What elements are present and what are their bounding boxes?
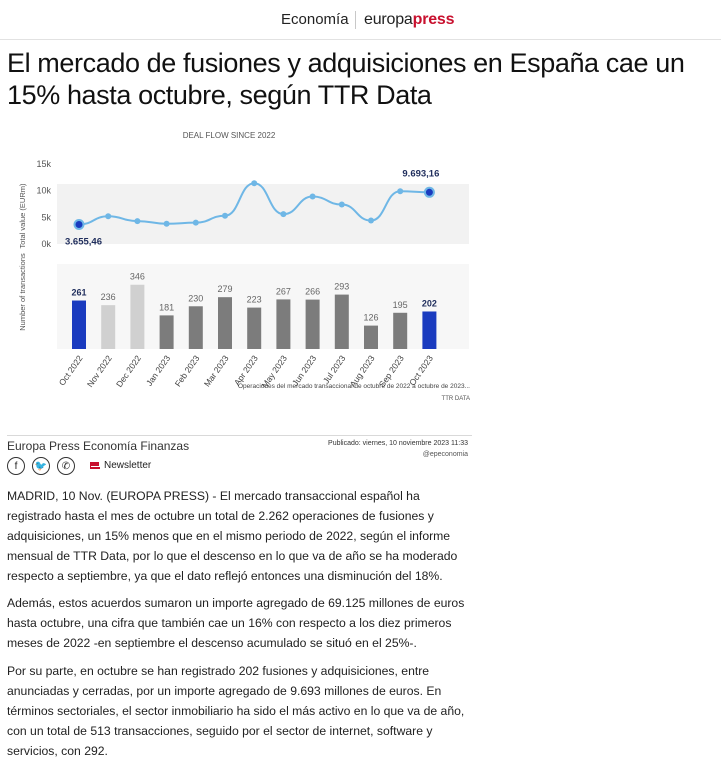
x-tick-label: Apr 2023 <box>231 353 260 388</box>
line-point <box>425 188 434 197</box>
bar <box>276 299 290 349</box>
bar <box>101 305 115 349</box>
bar <box>130 285 144 349</box>
line-point <box>164 221 170 227</box>
twitter-share-button[interactable] <box>32 457 50 475</box>
article-paragraph: Por su parte, en octubre se han registrado 202 fusiones y adquisiciones, entre anunciadas y cerradas, por un importe agregado de 9.693 millones de euros. En términos sectoriales, el sector inmobiliario ha sido el más activo en lo que va de año, con un total de 513 transacciones, seguido por el sector de internet, software y servicios, con 292. <box>7 664 465 758</box>
bar-value-label: 195 <box>392 299 408 310</box>
line-point <box>397 188 403 194</box>
bar-value-label: 261 <box>71 287 87 298</box>
bar-value-label: 293 <box>334 281 350 292</box>
article-figure <box>7 124 479 434</box>
deal-flow-chart <box>7 124 479 434</box>
line-point <box>368 218 374 224</box>
line-start-label: 3.655,46 <box>65 236 102 248</box>
line-tick-label: 0k <box>41 239 51 249</box>
x-tick-label: Oct 2023 <box>407 353 436 388</box>
bar-value-label: 267 <box>275 286 291 297</box>
mail-icon <box>90 462 100 469</box>
bar-value-label: 266 <box>305 286 321 297</box>
x-tick-label: Jan 2023 <box>143 353 173 388</box>
brand-logo-part2: press <box>412 11 455 28</box>
bar-value-label: 230 <box>188 293 204 304</box>
bar-value-label: 279 <box>217 284 233 295</box>
bar <box>422 311 436 349</box>
bar <box>306 300 320 349</box>
line-point <box>105 213 111 219</box>
header-divider <box>355 11 356 29</box>
bar <box>393 313 407 349</box>
twitter-icon: 🐦 <box>34 460 48 472</box>
line-point <box>339 202 345 208</box>
bar-value-label: 202 <box>421 298 437 309</box>
line-end-label: 9.693,16 <box>402 168 440 180</box>
x-tick-label: Oct 2022 <box>56 353 85 388</box>
bar <box>189 306 203 349</box>
line-point <box>251 180 257 186</box>
newsletter-label: Newsletter <box>104 460 152 471</box>
x-tick-label: May 2023 <box>259 353 290 390</box>
line-point <box>193 220 199 226</box>
line-point <box>75 220 84 229</box>
x-tick-label: Dec 2022 <box>113 353 144 389</box>
section-link-economia[interactable]: Economía <box>281 11 349 28</box>
whatsapp-icon: ✆ <box>61 460 71 472</box>
bar-value-label: 236 <box>100 292 116 303</box>
article-paragraph: Además, estos acuerdos sumaron un importe agregado de 69.125 millones de euros hasta octubre, una cifra que también cae un 16% con respecto a los diez primeros meses de 2022 -en septiembre el descenso acumulado se situó en el 25%-. <box>7 596 465 650</box>
figure-caption: Operaciones del mercado transaccional de octubre de 2022 a octubre de 2023... <box>238 383 470 390</box>
facebook-icon: f <box>14 460 18 472</box>
line-plot-band <box>57 184 469 244</box>
line-tick-label: 10k <box>36 185 51 196</box>
bar <box>335 295 349 349</box>
x-tick-label: Nov 2022 <box>84 353 114 389</box>
line-point <box>310 194 316 200</box>
x-tick-label: Jul 2023 <box>320 353 348 386</box>
bar <box>364 326 378 349</box>
line-tick-label: 15k <box>36 159 51 169</box>
x-tick-label: Feb 2023 <box>172 353 202 389</box>
facebook-share-button[interactable] <box>7 457 25 475</box>
bar-value-label: 181 <box>159 302 175 313</box>
publish-date: Publicado: viernes, 10 noviembre 2023 11:33 <box>328 440 468 447</box>
figure-separator <box>7 435 472 436</box>
chart-title: DEAL FLOW SINCE 2022 <box>182 131 276 140</box>
x-tick-label: Mar 2023 <box>201 353 231 389</box>
line-axis-label: Total value (EURm) <box>18 183 27 249</box>
bar-axis-label: Number of transactions <box>18 253 27 331</box>
bar <box>247 308 261 349</box>
brand-logo[interactable] <box>364 11 454 29</box>
bar-value-label: 126 <box>363 312 379 323</box>
x-tick-label: Sep 2023 <box>376 353 406 389</box>
bar-series <box>57 264 469 349</box>
site-header <box>0 0 721 40</box>
article-paragraph: MADRID, 10 Nov. (EUROPA PRESS) - El mercado transaccional español ha registrado hasta el mes de octubre un total de 2.262 operaciones de fusiones y adquisiciones, un 15% menos que en el mismo periodo de 2022, según el informe mensual de TTR Data, por lo que el descenso en lo que va de año se ha moderado respecto a septiembre, ya que el dato reflejó entonces una disminución del 18%. <box>7 489 458 583</box>
line-point <box>222 213 228 219</box>
bar <box>160 315 174 349</box>
brand-logo-part1: europa <box>364 11 413 28</box>
bar-value-label: 223 <box>246 294 262 305</box>
whatsapp-share-button[interactable] <box>57 457 75 475</box>
line-point <box>280 211 286 217</box>
article-author[interactable]: Europa Press Economía Finanzas <box>7 439 190 453</box>
line-point <box>134 218 140 224</box>
newsletter-link[interactable] <box>90 460 151 471</box>
figure-caption-source: TTR DATA <box>441 396 470 402</box>
twitter-handle[interactable]: @epeconomia <box>422 451 468 458</box>
x-tick-label: Jun 2023 <box>289 353 319 388</box>
bar-value-label: 346 <box>129 271 145 282</box>
bar <box>72 301 86 349</box>
x-tick-label: Aug 2023 <box>347 353 377 389</box>
article-headline: El mercado de fusiones y adquisiciones en España cae un 15% hasta octubre, según TTR Data <box>7 48 685 110</box>
line-tick-label: 5k <box>41 212 51 223</box>
bar <box>218 297 232 349</box>
